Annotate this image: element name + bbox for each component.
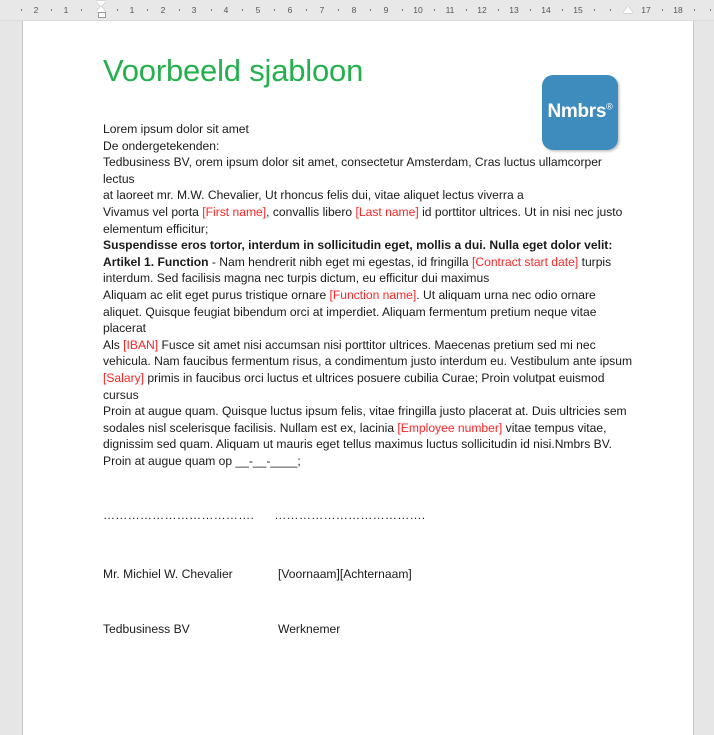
p4-text-a: Als [103, 337, 124, 352]
p1-text-b: , convallis libero [266, 204, 356, 219]
ruler-number: 2 [160, 5, 166, 15]
ruler-tick [498, 9, 499, 11]
artikel-1-text-b: turpis interdum. Sed facilisis magna nec turpis dictum, eu efficitur dui maximus [103, 254, 612, 286]
ruler-number: 11 [445, 5, 455, 15]
p5-text-b: vitae tempus vitae, dignissim sed quam. Aliquam ut mauris eget tellus maximus luctus sollicitudin id nisi.Nmbrs BV. [103, 420, 613, 452]
ruler-tick [242, 9, 243, 11]
horizontal-ruler[interactable] [0, 0, 714, 21]
placeholder-first-name: [First name] [202, 204, 267, 219]
intro-line-2: at laoreet mr. M.W. Chevalier, Ut rhoncus felis dui, vitae aliquet lectus viverra a [103, 188, 524, 203]
nmbrs-logo-text [542, 101, 618, 123]
placeholder-last-name: [Last name] [355, 204, 419, 219]
ruler-tick [662, 9, 663, 11]
ruler-number: 18 [673, 5, 683, 15]
ruler-number: 12 [477, 5, 487, 15]
document-page[interactable] [22, 21, 694, 735]
p5-text-a: Proin at augue quam. Quisque luctus ipsum felis, vitae fringilla justo placerat at. Duis ultricies sem sodales nisl scelerisque facilisis. Nullam est ex, lacinia [103, 404, 627, 435]
paragraph-date-line: Proin at augue quam op __-__-____; [103, 453, 301, 468]
ruler-tick [594, 9, 595, 11]
ruler-tick [466, 9, 467, 11]
signature-line-right: ………………………………. [274, 508, 426, 523]
paragraph-iban-salary [103, 337, 633, 403]
ruler-tick [370, 9, 371, 11]
ruler-tick [117, 9, 118, 11]
artikel-1-text-a: - Nam hendrerit nibh eget mi egestas, id fringilla [208, 254, 472, 269]
paragraph-names [103, 204, 633, 237]
ruler-number: 4 [223, 5, 229, 15]
placeholder-contract-start-date: [Contract start date] [472, 254, 579, 269]
placeholder-salary: [Salary] [103, 370, 144, 385]
page-content [103, 21, 633, 638]
placeholder-employee-number: [Employee number] [397, 420, 503, 435]
ruler-tick [530, 9, 531, 11]
ruler-tick [710, 9, 711, 11]
ruler-number: 3 [191, 5, 197, 15]
ruler-tick [402, 9, 403, 11]
right-indent-marker[interactable] [623, 0, 634, 20]
ruler-number: 1 [63, 5, 69, 15]
title-row [103, 21, 633, 121]
ruler-number: 6 [287, 5, 293, 15]
ruler-number: 13 [509, 5, 519, 15]
page-title: Voorbeeld sjabloon [103, 53, 364, 88]
ruler-number: 15 [573, 5, 583, 15]
p4-text-b: Fusce sit amet nisi accumsan nisi porttitor ultrices. Maecenas pretium sed mi nec vehicula. Nam faucibus fermentum risus, a condimentum justo interdum eu. Vestibulum ante ipsum [103, 337, 633, 369]
document-body [103, 121, 633, 638]
ruler-number: 5 [255, 5, 261, 15]
paragraph-bold-statement: Suspendisse eros tortor, interdum in sollicitudin eget, mollis a dui. Nulla eget dolor velit: [103, 238, 613, 253]
p4-text-c: primis in faucibus orci luctus et ultrices posuere cubilia Curae; Proin volutpat euismod cursus [103, 370, 605, 402]
ruler-number: 1 [129, 5, 135, 15]
signature-name-left: Mr. Michiel W. Chevalier [103, 567, 233, 582]
ruler-number: 9 [383, 5, 389, 15]
ruler-tick [610, 9, 611, 11]
ruler-tick [274, 9, 275, 11]
ruler-tick [306, 9, 307, 11]
ruler-tick [694, 9, 695, 11]
document-canvas [0, 21, 714, 735]
signature-name-right: [Voornaam][Achternaam] [278, 567, 412, 582]
ruler-number: 2 [33, 5, 39, 15]
ruler-tick [21, 9, 22, 11]
ruler-tick [147, 9, 148, 11]
ruler-number: 14 [541, 5, 551, 15]
p1-text-c: id porttitor ultrices. Ut in nisi nec justo elementum efficitur; [103, 204, 623, 236]
nmbrs-logo [542, 75, 618, 150]
p3-text-b: . Ut aliquam urna nec odio ornare aliquet. Quisque feugiat bibendum orci at imperdiet. Aliquam fermentum pretium neque vitae placerat [103, 287, 597, 336]
signature-role-left: Tedbusiness BV [103, 622, 190, 637]
paragraph-employee-number [103, 403, 633, 453]
artikel-1-label: Artikel 1. Function [103, 254, 209, 269]
signature-line-left: ………………………………. [103, 508, 255, 523]
ruler-tick [434, 9, 435, 11]
signature-names-row [103, 566, 633, 583]
ruler-number: 17 [641, 5, 651, 15]
paragraph-function [103, 287, 633, 337]
ruler-number: 7 [319, 5, 325, 15]
nmbrs-logo-name: Nmbrs [547, 101, 607, 122]
intro-line-1: Tedbusiness BV, orem ipsum dolor sit amet, consectetur Amsterdam, Cras luctus ullamcorper lectus [103, 155, 602, 186]
placeholder-function-name: [Function name] [329, 287, 417, 302]
ruler-tick [338, 9, 339, 11]
signature-roles-row [103, 621, 633, 638]
ruler-tick [179, 9, 180, 11]
ruler-tick [81, 9, 82, 11]
ruler-tick [51, 9, 52, 11]
left-indent-marker[interactable] [96, 0, 107, 20]
placeholder-iban: [IBAN] [123, 337, 159, 352]
ruler-tick [211, 9, 212, 11]
ruler-track[interactable] [0, 0, 714, 20]
subtitle-paragraph: Lorem ipsum dolor sit amet [103, 122, 249, 136]
signature-lines [103, 507, 633, 524]
p1-text-a: Vivamus vel porta [103, 204, 203, 219]
ruler-tick [562, 9, 563, 11]
intro-heading: De ondergetekenden: [103, 138, 220, 153]
ruler-number: 10 [413, 5, 423, 15]
ruler-number: 8 [351, 5, 357, 15]
signature-role-right: Werknemer [278, 622, 341, 637]
paragraph-artikel-1 [103, 254, 633, 287]
registered-trademark-icon: ® [606, 101, 613, 112]
p3-text-a: Aliquam ac elit eget purus tristique ornare [103, 287, 330, 302]
